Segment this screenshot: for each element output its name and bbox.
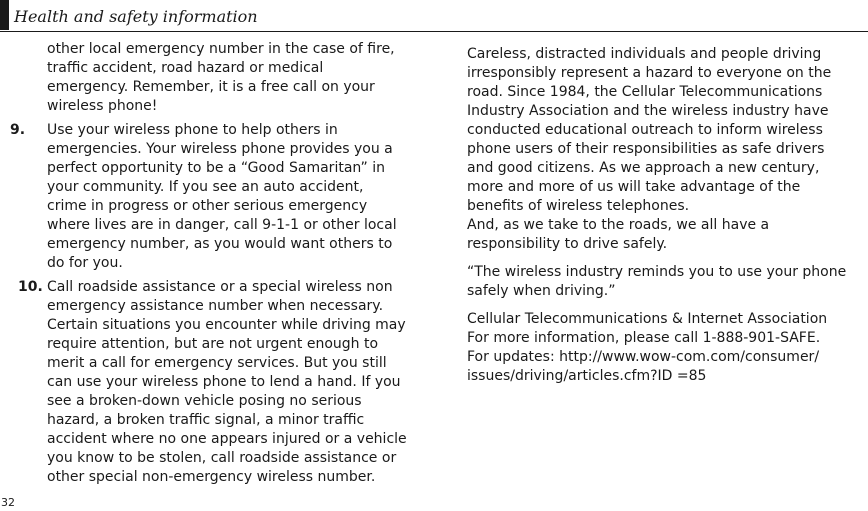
intro-paragraph: other local emergency number in the case of fire, traffic accident, road hazard or medical emergency. Remember, it is a free call on your wireless phone! (47, 41, 395, 114)
list-item-text: Call roadside assistance or a special wireless non emergency assistance number when necessary. Certain situations you encounter while driving may require attention, but are not urgent enough to merit a call for emergency services. But you still can use your wireless phone to lend a hand. If you see a broken-down vehicle posing no serious hazard, a broken traffic signal, a minor traffic accident where no one appears injured or a vehicle you know to be stolen, call roadside assistance or other special non-emergency wireless number. (47, 279, 407, 485)
list-item-number: 9. (10, 122, 26, 138)
list-item-9 (10, 121, 425, 273)
list-item-10 (18, 278, 425, 487)
right-column (467, 45, 867, 386)
contact-info: Cellular Telecommunications & Internet Association For more information, please call 1-888-901-SAFE. For updates: http://www.wow-com.com/consumer/ issues/driving/articles.cfm?ID =85 (467, 311, 828, 384)
header-divider (0, 31, 868, 32)
header-accent-bar (0, 0, 9, 30)
industry-quote: “The wireless industry reminds you to use your phone safely when driving.” (467, 264, 847, 299)
left-column (10, 40, 425, 487)
page-header-title: Health and safety information (14, 7, 258, 26)
driving-safety-paragraph: Careless, distracted individuals and people driving irresponsibly represent a hazard to everyone on the road. Since 1984, the Cellular Telecommunications Industry Association and the wireless industry have conducted educational outreach to inform wireless phone users of their responsibilities as safe drivers and good citizens. As we approach a new century, more and more of us will take advantage of the benefits of wireless telephones. And, as we take to the roads, we all have a responsibility to drive safely. (467, 46, 832, 252)
page-number: 32 (1, 496, 15, 509)
list-item-text: Use your wireless phone to help others in emergencies. Your wireless phone provides you a perfect opportunity to be a “Good Samaritan” in your community. If you see an auto accident, crime in progress or other serious emergency where lives are in danger, call 9-1-1 or other local emergency number, as you would want others to do for you. (47, 122, 397, 271)
list-item-number: 10. (18, 279, 43, 295)
